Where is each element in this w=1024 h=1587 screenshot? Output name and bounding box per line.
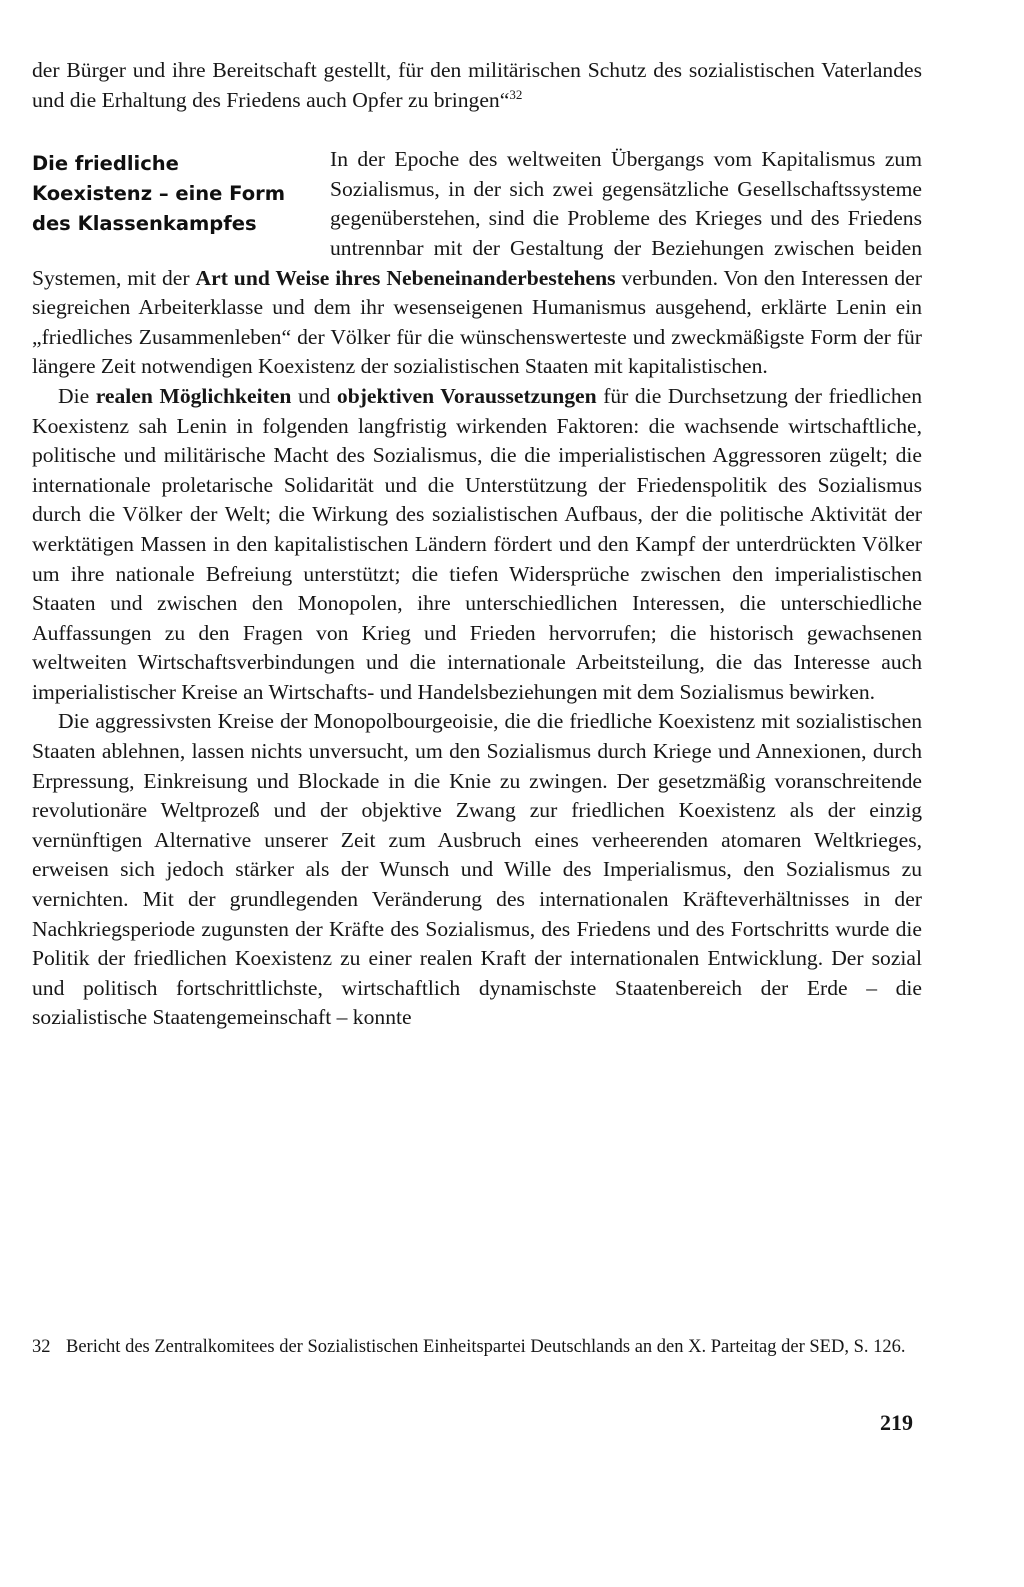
section-peaceful-coexistence — [32, 145, 922, 1033]
paragraph-2 — [32, 382, 922, 708]
footnote-reference-32[interactable]: 32 — [509, 86, 523, 102]
paragraph-2-text-b: und — [291, 383, 337, 408]
continuation-paragraph — [32, 56, 922, 115]
footnote-text: Bericht des Zentralkomitees der Sozialistischen Einheitspartei Deutschlands an den X. Parteitag der SED, S. 126. — [66, 1337, 906, 1357]
footnote-32 — [32, 1334, 924, 1361]
paragraph-2-text-c: für die Durchsetzung der friedlichen Koexistenz sah Lenin in folgenden langfristig wirkenden Faktoren: die wachsende wirtschaftliche, politische und militärische Macht des Sozialismus, die die imperialistischen Aggressoren zügelt; die internationale proletarische Solidarität und die Unterstützung der Friedenspolitik des Sozialismus durch die Völker der Welt; die Wirkung des sozialistischen Aufbaus, der die politische Aktivität der werktätigen Massen in den kapitalistischen Ländern fördert und den Kampf der unterdrückten Völker um ihre nationale Befreiung unterstützt; die tiefen Widersprüche zwischen den imperialistischen Staaten und zwischen den Monopolen, ihre unterschiedlichen Interessen, die unterschiedliche Auffassungen zu den Fragen von Krieg und Frieden hervorrufen; die historisch gewachsenen weltweiten Wirtschaftsverbindungen und die internationale Arbeitsteilung, die das Interesse auch imperialistischer Kreise an Wirtschafts- und Handelsbeziehungen mit dem Sozialismus bewirken. — [32, 383, 923, 704]
paragraph-1-text-a: In der Epoche des weltweiten Übergangs vom Kapitalismus zum Sozialismus, in der sich zwei gegensätzliche Gesellschaftssysteme gegenüberstehen, sind die Probleme des Krieges und des Friedens untrennbar mit der Gestaltung der Beziehungen zwischen beiden Systemen, mit der — [32, 147, 922, 290]
footnotes — [32, 1334, 924, 1361]
footnote-number: 32 — [32, 1337, 51, 1357]
page-content — [32, 56, 922, 1033]
page-number: 219 — [880, 1410, 913, 1435]
section-heading — [32, 149, 324, 239]
paragraph-2-text-a: Die — [58, 383, 96, 408]
paragraph-1-text-b: verbunden. Von den Interessen der siegreichen Arbeiterklasse und dem ihr wesenseigenen Humanismus ausgehend, erklärte Lenin ein „friedliches Zusammenleben“ der Völker für die wünschenswerteste und zweckmäßigste Form der für längere Zeit notwendigen Koexistenz der sozialistischen Staaten mit kapitalistischen. — [32, 265, 922, 379]
paragraph-2-emphasis-2: objektiven Voraussetzungen — [336, 383, 597, 408]
heading-line-2: Koexistenz – eine Form — [32, 182, 286, 206]
heading-line-3: des Klassenkampfes — [32, 212, 257, 236]
paragraph-3: Die aggressivsten Kreise der Monopolbourgeoisie, die die friedliche Koexistenz mit sozialistischen Staaten ablehnen, lassen nichts unversucht, um den Sozialismus durch Kriege und Annexionen, durch Erpressung, Einkreisung und Blockade in die Knie zu zwingen. Der gesetzmäßig voranschreitende revolutionäre Weltprozeß und der objektive Zwang zur friedlichen Koexistenz als der einzig vernünftigen Alternative unserer Zeit zum Ausbruch eines verheerenden atomaren Weltkrieges, erweisen sich jedoch stärker als der Wunsch und Wille des Imperialismus, den Sozialismus zu vernichten. Mit der grundlegenden Veränderung des internationalen Kräfteverhältnisses in der Nachkriegsperiode zugunsten der Kräfte des Sozialismus, des Friedens und des Fortschritts wurde die Politik der friedlichen Koexistenz zu einer realen Kraft der internationalen Entwicklung. Der sozial und politisch fortschrittlichste, wirtschaftlich dynamischste Staatenbereich der Erde – die sozialistische Staatengemeinschaft – konnte — [32, 709, 922, 1030]
heading-line-1: Die friedliche — [32, 152, 179, 176]
paragraph-1-emphasis: Art und Weise ihres Nebeneinanderbestehens — [195, 265, 616, 290]
continuation-text: der Bürger und ihre Bereitschaft gestellt, für den militärischen Schutz des sozialistischen Vaterlandes und die Erhaltung des Friedens auch Opfer zu bringen“ — [32, 58, 922, 112]
paragraph-2-emphasis-1: realen Möglichkeiten — [95, 383, 292, 408]
